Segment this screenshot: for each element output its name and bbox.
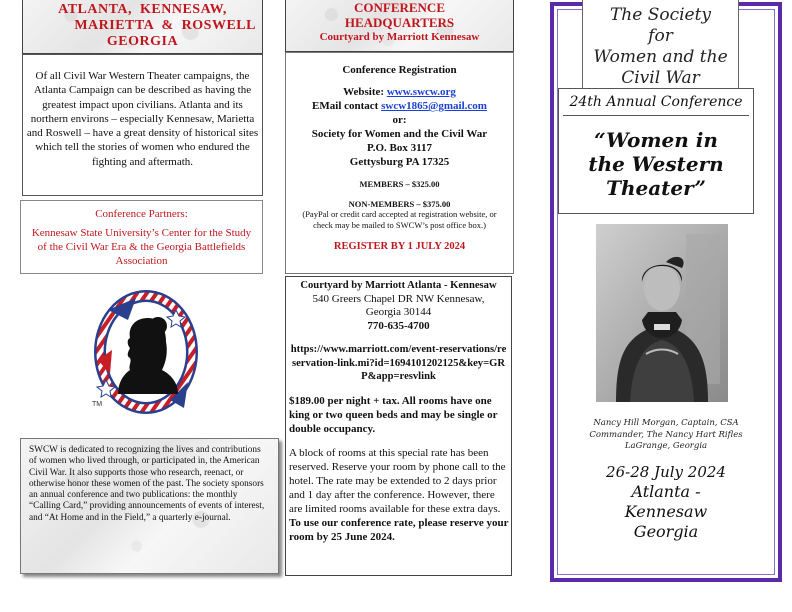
email-link[interactable]: swcw1865@gmail.com	[381, 100, 487, 112]
title-line2: the Western	[588, 152, 724, 176]
society-line2: for	[648, 26, 673, 46]
registration-box	[285, 52, 514, 274]
panel2-header-line2: HEADQUARTERS	[344, 15, 455, 30]
mission-text: SWCW is dedicated to recognizing the lives and contributions of women who lived through, or participated in, the American Civil War. It also supports those who research, reenact, or otherwise honor these women of the past. The society sponsors an annual conference and two publications: the monthly “Calling Card,” providing announcements of events of interest, and “At Home and in the Field,” a quarterly e-journal.	[29, 445, 265, 523]
logo-trademark: TM	[92, 401, 103, 408]
caption-line1: Nancy Hill Morgan, Captain, CSA	[593, 418, 739, 428]
or-text: or:	[392, 114, 407, 126]
society-title-box	[582, 0, 739, 90]
hotel-phone: 770-635-4700	[367, 319, 430, 332]
panel1-header-line1: ATLANTA, KENNESAW,	[58, 2, 227, 17]
panel1-header	[22, 0, 263, 54]
po-box: P.O. Box 3117	[367, 142, 432, 154]
caption-line2: Commander, The Nancy Hart Rifles	[589, 429, 743, 440]
payment-note: (PayPal or credit card accepted at registration website, or check may be mailed to SWCW’s post office box.)	[302, 209, 497, 230]
portrait-photo	[596, 224, 728, 402]
society-line1: The Society	[609, 5, 712, 25]
society-line3: Women and the	[593, 47, 728, 67]
nonmembers-price: NON-MEMBERS – $375.00	[348, 199, 451, 209]
place-line3: Georgia	[633, 522, 699, 541]
website-label: Website:	[343, 86, 387, 98]
conference-title-box	[558, 88, 754, 214]
partners-title: Conference Partners:	[95, 208, 188, 220]
email-line	[286, 99, 513, 113]
swcw-logo	[88, 290, 198, 420]
hotel-url[interactable]: https://www.marriott.com/event-reservations/reservation-link.mi?id=1694101202125&key=GRP&app=resvlink	[290, 344, 507, 382]
panel2-header	[285, 0, 514, 52]
room-block-deadline: To use our conference rate, please reserve your room by 25 June 2024.	[289, 516, 509, 543]
members-price: MEMBERS – $325.00	[359, 179, 440, 189]
register-by: REGISTER BY 1 JULY 2024	[333, 241, 466, 252]
city-state: Gettysburg PA 17325	[349, 156, 450, 168]
annual-conference: 24th Annual Conference	[563, 89, 749, 116]
partners-text: Kennesaw State University’s Center for the Study of the Civil War Era & the Georgia Battlefields Association	[31, 227, 252, 267]
website-line	[286, 85, 513, 99]
panel1-header-line3: GEORGIA	[106, 34, 179, 49]
hotel-name: Courtyard by Marriott Atlanta - Kennesaw	[300, 280, 497, 291]
hotel-address1: 540 Greers Chapel DR NW Kennesaw,	[312, 292, 485, 305]
title-line3: Theater”	[606, 176, 706, 200]
panel1-header-line2: MARIETTA & ROSWELL	[74, 18, 256, 33]
room-rate: $189.00 per night + tax. All rooms have one king or two queen beds and may be single or double occupancy.	[289, 394, 498, 435]
caption-line3: LaGrange, Georgia	[624, 441, 708, 451]
partners-box	[20, 200, 263, 274]
society-line4: Civil War	[621, 68, 700, 88]
place-line1: Atlanta -	[631, 482, 701, 501]
panel2-header-line3: Courtyard by Marriott Kennesaw	[319, 31, 480, 43]
room-block-text: A block of rooms at this special rate has been reserved. Reserve your room by phone call to the hotel. The rate may be extended to 2 days prior and 1 day after the conference. However, there are limited rooms available for these extra days.	[289, 446, 506, 515]
email-label: EMail contact	[312, 100, 382, 112]
intro-text: Of all Civil War Western Theater campaigns, the Atlanta Campaign can be described as having the greatest impact upon civilians. Atlanta and its northern environs – especially Kennesaw, Marietta and Roswell – have a great density of historical sites which tell the stories of women who endured the fighting and aftermath.	[26, 70, 259, 168]
society-name: Society for Women and the Civil War	[311, 128, 488, 140]
conference-date: 26-28 July 2024	[606, 463, 726, 481]
intro-box	[22, 54, 263, 196]
reg-title: Conference Registration	[342, 64, 457, 76]
mission-box	[20, 438, 279, 574]
place-line2: Kennesaw	[624, 502, 708, 521]
website-link[interactable]: www.swcw.org	[386, 86, 456, 98]
title-line1: “Women in	[594, 128, 718, 152]
hotel-box	[285, 276, 512, 576]
room-block	[286, 436, 511, 544]
panel2-header-line1: CONFERENCE	[353, 0, 445, 15]
hotel-address2: Georgia 30144	[365, 306, 432, 318]
